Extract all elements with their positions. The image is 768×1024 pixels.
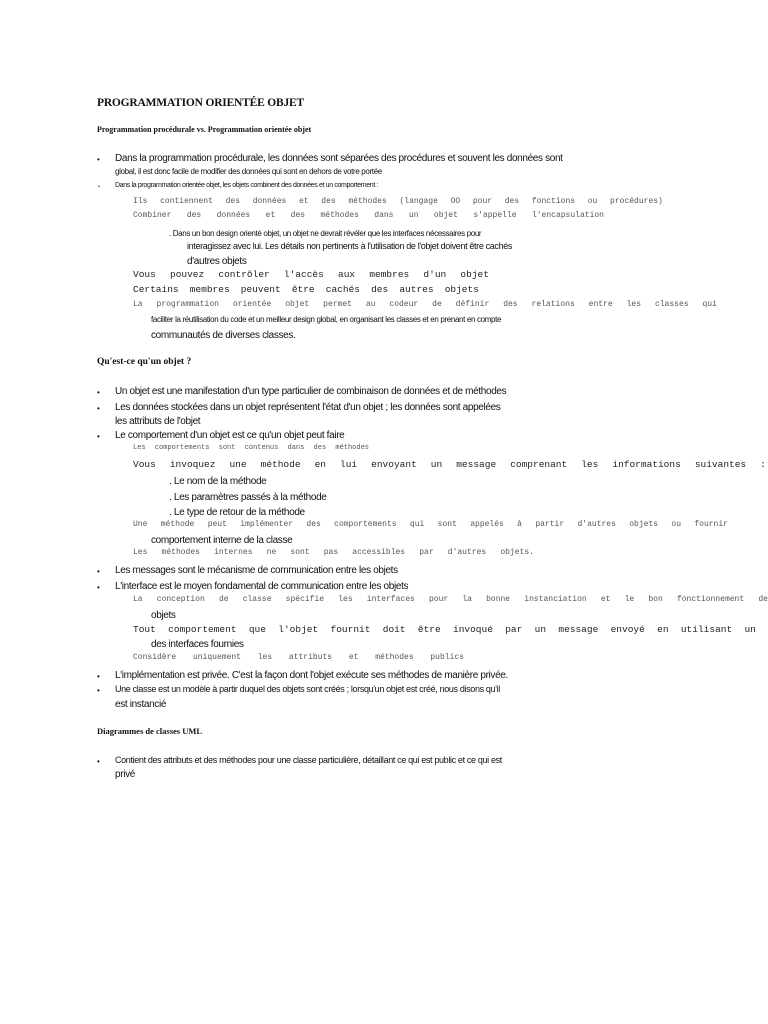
word: contenus <box>244 444 279 452</box>
word: et <box>298 197 309 206</box>
mono-line-contain <box>133 197 663 206</box>
section-heading-object: Qu'est-ce qu'un objet ? <box>97 357 192 367</box>
word: la <box>462 595 472 604</box>
word: pour <box>472 197 493 206</box>
word: et <box>600 595 611 604</box>
word: permet <box>323 300 352 309</box>
word: contrôler <box>218 269 270 280</box>
bullet-marker: • <box>97 432 100 441</box>
word: pas <box>323 548 339 557</box>
word: d'autres <box>577 520 616 529</box>
word: objet <box>433 211 458 220</box>
word: accessibles <box>352 548 406 557</box>
word: utilisant <box>680 624 733 635</box>
word: par <box>419 548 434 557</box>
word: interfaces <box>366 595 415 604</box>
word: ou <box>587 197 598 206</box>
word: d'un <box>423 269 447 280</box>
word: sont <box>437 520 457 529</box>
word: La <box>133 595 143 604</box>
word: les <box>338 595 353 604</box>
word: méthodes <box>161 548 200 557</box>
word: une <box>229 459 247 470</box>
word: par <box>505 624 523 635</box>
word: de <box>432 300 442 309</box>
word: fournit <box>330 624 371 635</box>
word: comportements <box>154 444 210 452</box>
word: objet <box>460 269 489 280</box>
word: s'appelle <box>473 211 517 220</box>
word: un <box>408 211 419 220</box>
word: dans <box>287 444 305 452</box>
sub-method-params: . Les paramètres passés à la méthode <box>169 492 327 503</box>
word: classe <box>242 595 272 604</box>
word: Les <box>133 548 148 557</box>
word: fonctions <box>531 197 576 206</box>
word: relations <box>531 300 575 309</box>
word: qui <box>409 520 425 529</box>
word: envoyant <box>371 459 417 470</box>
word: Une <box>133 520 148 529</box>
word: l'objet <box>278 624 319 635</box>
word: autres <box>399 284 434 295</box>
word: méthodes <box>348 197 387 206</box>
word: méthode <box>260 459 301 470</box>
section-heading-uml: Diagrammes de classes UML <box>97 726 203 736</box>
word: des <box>371 284 389 295</box>
mono-line-relations <box>133 300 717 309</box>
bullet-class-line2: est instancié <box>115 699 167 710</box>
word: fonctionnement <box>676 595 745 604</box>
bullet-marker: • <box>97 388 100 397</box>
word: peuvent <box>240 284 281 295</box>
word: sont <box>290 548 310 557</box>
word: qui <box>702 300 717 309</box>
word: objets. <box>500 548 534 557</box>
bullet-data-line1: Les données stockées dans un objet représentent l'état d'un objet ; les données sont appelées <box>115 402 501 413</box>
design-line1: . Dans un bon design orienté objet, un objet ne devrait révéler que les interfaces nécessaires pour <box>169 229 482 238</box>
word: invoquez <box>169 459 216 470</box>
word: des <box>321 197 336 206</box>
word: ne <box>266 548 277 557</box>
word: codeur <box>389 300 419 309</box>
bullet-uml-line2: privé <box>115 769 135 780</box>
word: message <box>558 624 599 635</box>
bullet-marker: • <box>98 184 100 190</box>
word: être <box>417 624 441 635</box>
bullet-marker: • <box>97 404 100 413</box>
word: être <box>291 284 315 295</box>
sub-method-return: . Le type de retour de la méthode <box>169 507 305 518</box>
word: en <box>657 624 669 635</box>
word: Combiner <box>133 211 172 220</box>
word: des <box>306 520 321 529</box>
mono-line-hidden <box>133 284 479 295</box>
word: cachés <box>325 284 360 295</box>
word: un <box>430 459 443 470</box>
word: objets <box>629 520 659 529</box>
word: uniquement <box>192 653 241 662</box>
mono-line-encapsulation <box>133 211 604 220</box>
word: l'encapsulation <box>531 211 604 220</box>
word: d'autres <box>447 548 487 557</box>
page-title: PROGRAMMATION ORIENTÉE OBJET <box>97 97 304 109</box>
word: à <box>517 520 522 529</box>
word: sont <box>218 444 236 452</box>
mono-line-implement-cont: comportement interne de la classe <box>151 535 293 546</box>
word: des <box>313 444 327 452</box>
mono-line-public <box>133 653 464 662</box>
word: des <box>225 197 240 206</box>
word: instanciation <box>524 595 587 604</box>
word: de <box>758 595 768 604</box>
word: de <box>218 595 229 604</box>
word: fournir <box>694 520 728 529</box>
word: membres <box>369 269 410 280</box>
bullet-marker: • <box>97 155 100 164</box>
word: programmation <box>156 300 219 309</box>
mono-line-design-cont: objets <box>151 610 176 621</box>
word: bonne <box>486 595 511 604</box>
word: le <box>624 595 635 604</box>
word: que <box>248 624 266 635</box>
word: les <box>581 459 599 470</box>
word: un <box>534 624 547 635</box>
word: ou <box>671 520 681 529</box>
word: comportement <box>168 624 237 635</box>
bullet-behavior: Le comportement d'un objet est ce qu'un objet peut faire <box>115 430 345 441</box>
word: procédures) <box>610 197 663 206</box>
word: La <box>133 300 143 309</box>
word: des <box>504 197 520 206</box>
word: un <box>744 624 756 635</box>
word: pouvez <box>170 269 205 280</box>
mono-line-all-behavior-cont: des interfaces fournies <box>151 639 244 650</box>
reuse-line2: communautés de diverses classes. <box>151 330 296 341</box>
bullet-procedural-line2: global, il est donc facile de modifier des données qui sont en dehors de votre portée <box>115 167 382 176</box>
design-line2: interagissez avec lui. Les détails non pertinents à l'utilisation de l'objet doivent être cachés <box>187 241 513 251</box>
word: classes <box>654 300 689 309</box>
word: comprenant <box>510 459 568 470</box>
word: en <box>314 459 326 470</box>
word: Les <box>133 444 146 452</box>
word: attributs <box>288 653 333 662</box>
design-line3: d'autres objets <box>187 256 247 267</box>
bullet-private: L'implémentation est privée. C'est la façon dont l'objet exécute ses méthodes de manière privée. <box>115 670 508 681</box>
word: (langage <box>399 197 438 206</box>
mono-line-behaviors <box>133 444 369 452</box>
word: internes <box>214 548 253 557</box>
word: Ils <box>133 197 148 206</box>
bullet-marker: • <box>97 686 100 695</box>
word: données <box>252 197 287 206</box>
word: données <box>216 211 251 220</box>
word: partir <box>535 520 565 529</box>
word: pour <box>428 595 449 604</box>
word: doit <box>382 624 406 635</box>
word: conception <box>156 595 205 604</box>
word: message <box>456 459 497 470</box>
bullet-object-def: Un objet est une manifestation d'un type particulier de combinaison de données et de méthodes <box>115 386 507 397</box>
word: des <box>290 211 306 220</box>
word: méthodes <box>375 653 414 662</box>
word: méthode <box>160 520 195 529</box>
word: Certains <box>133 284 179 295</box>
word: dans <box>374 211 394 220</box>
word: les <box>626 300 642 309</box>
bullet-marker: • <box>97 567 100 576</box>
reuse-line1: faciliter la réutilisation du code et un meilleur design global, en organisant les classes et en prenant en compte <box>151 315 502 324</box>
word: objets <box>444 284 479 295</box>
word: des <box>503 300 518 309</box>
word: suivantes <box>694 459 747 470</box>
word: Vous <box>133 459 156 470</box>
word: l'accès <box>283 269 324 280</box>
word: envoyé <box>610 624 645 635</box>
bullet-marker: • <box>97 583 100 592</box>
mono-line-design <box>133 595 768 604</box>
word: contiennent <box>160 197 213 206</box>
word: entre <box>588 300 613 309</box>
word: membres <box>189 284 230 295</box>
word: : <box>760 459 766 470</box>
bullet-procedural-line1: Dans la programmation procédurale, les données sont séparées des procédures et souvent les données sont <box>115 153 563 164</box>
mono-line-internal <box>133 548 534 557</box>
bullet-oop: Dans la programmation orientée objet, les objets combinent des données et un comportement : <box>115 182 379 189</box>
bullet-class-line1: Une classe est un modèle à partir duquel des objets sont créés ; lorsqu'un objet est créé, nous disons qu'il <box>115 684 500 694</box>
word: Tout <box>133 624 156 635</box>
word: des <box>186 211 202 220</box>
mono-line-invoke <box>133 459 766 470</box>
mono-line-implement <box>133 520 728 529</box>
word: peut <box>207 520 227 529</box>
word: au <box>365 300 376 309</box>
sub-method-name: . Le nom de la méthode <box>169 476 267 487</box>
word: publics <box>430 653 464 662</box>
mono-line-all-behavior <box>133 624 756 635</box>
word: méthodes <box>320 211 359 220</box>
word: et <box>265 211 276 220</box>
word: OO <box>450 197 461 206</box>
word: les <box>257 653 273 662</box>
word: invoqué <box>453 624 493 635</box>
word: bon <box>648 595 663 604</box>
word: appelés <box>470 520 504 529</box>
word: objet <box>285 300 310 309</box>
word: aux <box>338 269 356 280</box>
word: Considère <box>133 653 177 662</box>
bullet-interface: L'interface est le moyen fondamental de communication entre les objets <box>115 581 409 592</box>
word: définir <box>455 300 490 309</box>
word: Vous <box>133 269 156 280</box>
word: implémenter <box>240 520 294 529</box>
word: comportements <box>334 520 397 529</box>
word: et <box>348 653 359 662</box>
word: lui <box>340 459 358 470</box>
page-subtitle: Programmation procédurale vs. Programmation orientée objet <box>97 125 312 134</box>
word: informations <box>612 459 681 470</box>
bullet-data-line2: les attributs de l'objet <box>115 416 201 427</box>
bullet-marker: • <box>97 672 100 681</box>
word: méthodes <box>335 444 369 452</box>
bullet-marker: • <box>97 757 100 766</box>
bullet-messages: Les messages sont le mécanisme de communication entre les objets <box>115 565 398 576</box>
bullet-uml-line1: Contient des attributs et des méthodes pour une classe particulière, détaillant ce qui est public et ce qui est <box>115 755 502 765</box>
word: spécifie <box>285 595 325 604</box>
mono-line-access <box>133 269 489 280</box>
word: orientée <box>232 300 272 309</box>
